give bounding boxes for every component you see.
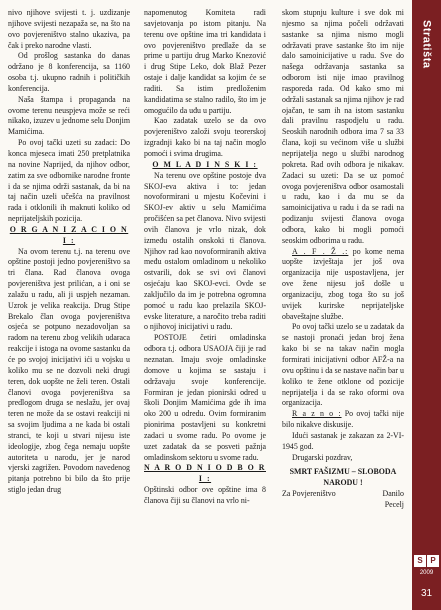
razno-text: Po ovoj tački nije bilo nikakve diskusije.	[282, 409, 404, 430]
paragraph: Idući sastanak je zakazan za 2-VI- 1945 god.	[282, 430, 404, 451]
paragraph: Na ovom terenu t.j. na terenu ove opštine postoji jedno povjereništvo sa tri člana. Rad članova ovoga povjereništva jest prilićan, a i oni se zalažu u radu, ali ji uspjeh nezaman. Uzrok je velika reakcija. Drug Stipe Brekalo član ovoga povjereništva osjeća se potpuno nezadovoljan sa radom na terenu zbog velikih udaraca reakcije i istoga na ovome sastanku da će po svojoj inicijativi ići u vojsku u koliko mu se ne dozvoli neki drugi teren, dok uopšte ne želi teren. Ostali članovi ovoga povjereništva sa predlogom druga se neslažu, jer ovaj teren ne može da se ostavi reakciji ni sa svojim ljudima a ne kada bi ostali stranci, te koji u stvari nijesu iste ideologije, zbog čega nemaju uopšte autoriteta u narodu, jer je narod vjerski zagrižen. Povodom navedenog pitanja potrebno bi bilo da što prije stiglo jedan drug	[8, 246, 130, 495]
section-title: Stratišta	[420, 19, 433, 69]
paragraph: Opštinski odbor ove opštine ima 8 članova čiji su članovi na vrlo ni-	[144, 485, 266, 505]
signature-left: Za Povjereništvo	[282, 489, 336, 499]
closing-slogan: SMRT FAŠIZMU – SLOBODA NARODU !	[289, 467, 397, 488]
section-heading-omladinski: O M L A D I N S K I :	[152, 159, 258, 169]
paragraph: Po ovoj tački uzeti su zadaci: Do konca mjeseca imati 250 pretplatnika na novine Naprijed, da njihov odbor, zatim za sve odbornike narodne fronte i da se njima održi sastanak, da bi na taj način uzeli učešća na pravilnost rada i otklonili ih maknuti koliko od neprijateljskih pozicija.	[8, 138, 130, 224]
badge-letter-s: S	[417, 556, 423, 565]
publication-badge	[413, 554, 440, 568]
signature-name-first: Danilo	[382, 489, 404, 499]
badge-letter-p: P	[426, 555, 439, 567]
signature-name-last: Pecelj	[384, 499, 404, 509]
razno-label: R a z n o :	[292, 409, 342, 419]
afz-text: po kome nema uopšte izvještaja jer još ova organizacija nije uspostavljena, jer ove žene nijesu još došle u organizaciju, zbog toga što su još uvijek kurirske neprijateljske obaveštajne službe.	[282, 246, 404, 321]
text-column-2	[144, 8, 266, 507]
paragraph: napomenutog Komiteta radi savjetovanja po istom pitanju. Na terenu ove opštine ima tri kandidata i ovo povjereništvo predlaže da se prime u partiju drug Marko Knezović i drug Stipe Leko, dok Blaž Pezer ostaje i dalje kandidat sa kojim će se raditi. Sa istim predloženim kandidatima se stalno radilo, što im je omogućilo da uđu u partiju.	[144, 8, 266, 115]
paragraph: Od prošlog sastanka do danas održano je 8 konferencija, sa 1160 osoba t.j. ukupno radnih i političkih konferencija.	[8, 51, 130, 93]
afz-label: A . F . Ž .:	[292, 246, 349, 256]
paragraph-razno	[282, 409, 404, 431]
paragraph: Po ovoj tački uzelo se u zadatak da se nastoji pronaći jedan broj žena kako bi se na takav način mogla formirati inicijativni odbor AFŽ-a na ovu opštinu i da se nastave način bar u koliko te žene otklone od pozicije neprijatelja i da se rako oformi ova organizacija.	[282, 322, 404, 408]
page-number: 31	[420, 588, 433, 599]
section-heading-organizacioni: O R G A N I Z A C I O N I :	[9, 224, 129, 245]
section-heading-narodni-odbori: N A R O D N I O D B O R I :	[144, 463, 266, 484]
badge-year: 2009	[419, 570, 434, 576]
signature-surname-row	[282, 500, 404, 511]
paragraph-afz	[282, 247, 404, 323]
text-column-3	[282, 8, 404, 511]
section-sidebar	[412, 0, 441, 610]
paragraph: nivo njihove svijesti t. j. uzdizanje njihove svijesti nezapaža se, na što na ovo povjereništvo stalno ukaziva, pa čak i preko narodne vlasti.	[8, 8, 130, 50]
paragraph: Kao zadatak uzelo se da ovo povjereništvo založi svoju teorerskoj izgradnji kako bi na taj način moglo pomoći i svima drugima.	[144, 116, 266, 158]
text-column-1	[8, 8, 130, 496]
paragraph: POSTOJE četiri omladinska odbora t.j. odbora USAOJA čiji je rad neznatan. Imaju svoje omladinske domove u kojima se sastaju i održavaju svoje konferencije. Formiran je jedan pionirski odred u školi Donjim Mamićima gde ih ima oko 200 u odredu. Ovim formiranim pionirima postavljeni su konkretni zadaci u svome radu. Po ovome je uzet zadatak da se posveti pažnja omladinskom sektoru u svome radu.	[144, 333, 266, 462]
greeting: Drugarski pozdrav,	[292, 452, 353, 462]
paragraph: Na terenu ove opštine postoje dva SKOJ-eva aktiva i to: jedan novoformirani u mjestu Kočevini i SKOJ-ev aktiv u selu Mamićima pročišćen sa pet članova. Nivo svijesti ovih članova je vrlo nizak, dok između ostalih onskoki ti članova. Njihov rad kao novoformiranih aktiva među ostalom omladinom u nekoliko ostvarili, dok se svi ovi članovi osjećaju kao SKOJ-evci. Ovde se zaključilo da im je potrebna ogromna pomoć u radu kao prelazila SKOJ-evske literature, a naročito treba raditi o njihovoj inicijativi u radu.	[144, 170, 266, 332]
signature-line	[282, 489, 404, 500]
paragraph: Naša štampa i propaganda na ovome terenu neuspjeva može se reći nikako, izuzev u jednome selu Donjim Mamićima.	[8, 94, 130, 137]
paragraph: skom stupnju kulture i sve dok mi njesmo sa njima počeli održavati sastanke sa njima nismo mogli održavati prave sastanke što im nije dalo samoinicijative u radu. Sve do našega održavanja sastanka sa odborom isti nije imao pravilnog rasporeda rada. Od kako smo mi održali sastanak sa njima njihov je rad ojačan, te sam ih na istom sastanku dali pravilnu raspodjelu u radu. Seoskih narodnih odbora ima 7 sa 33 člana, koji su većinom više u službi neprijatelja nego u službi narodnog pokreta. Rad ovih odbora je nikakav. Zadaci su uzeti: Da se uz pomoć ovoga povjereništva odbor osamostali u radu, kao i da mu se da samoinicijativa u radu i da se radi na podizanju svijesti članova ovoga odbora, kako bi mogli pomoći seoskim odborima u radu.	[282, 8, 404, 245]
